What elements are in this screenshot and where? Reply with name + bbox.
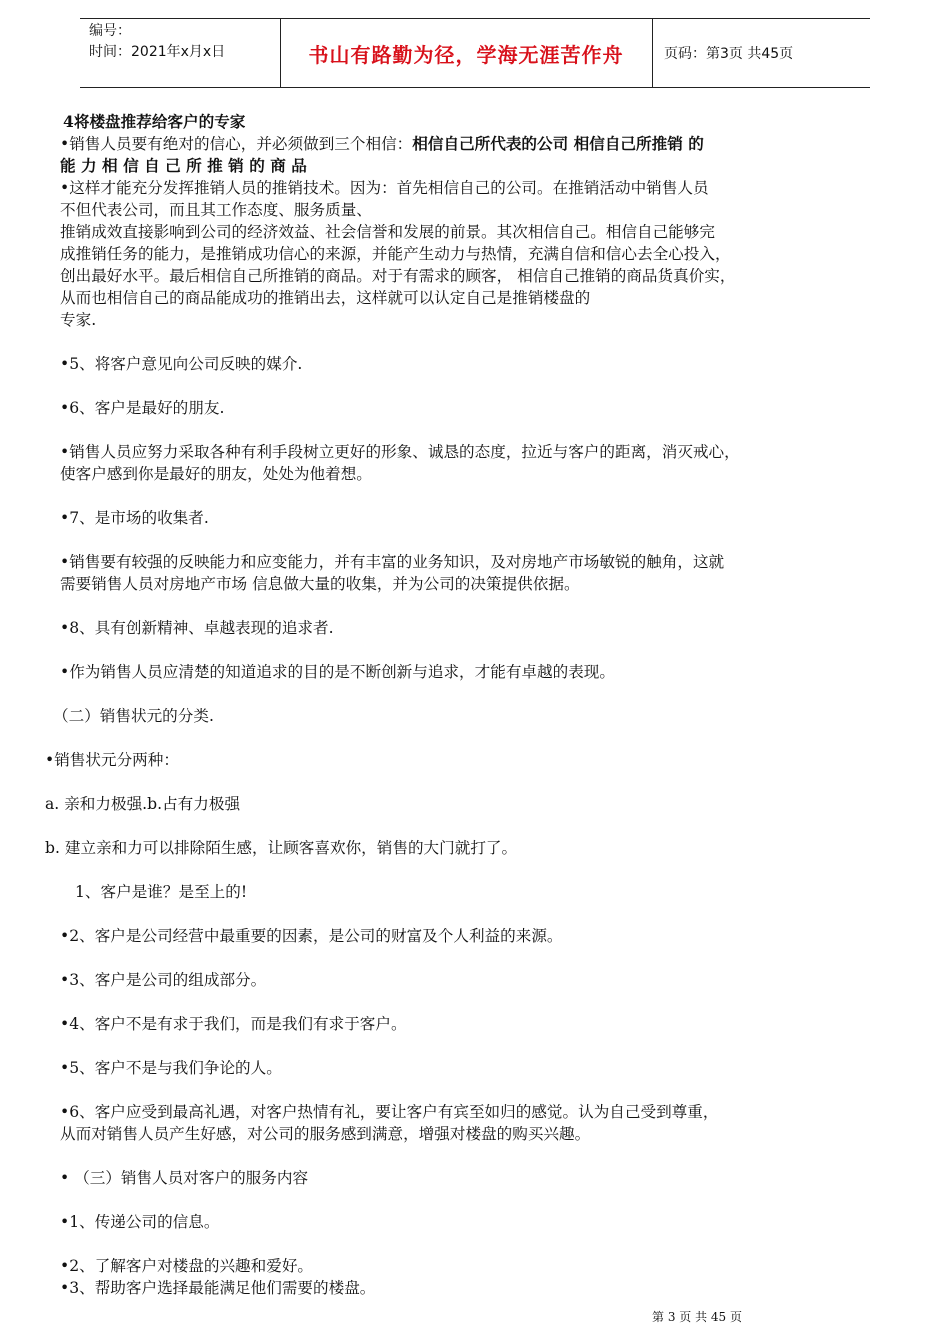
paragraph-line: •作为销售人员应清楚的知道追求的目的是不断创新与追求，才能有卓越的表现。 bbox=[60, 663, 615, 681]
paragraph-line: •销售要有较强的反映能力和应变能力，并有丰富的业务知识，及对房地产市场敏锐的触角，这就 bbox=[60, 553, 725, 571]
doc-number-label: 编号： bbox=[89, 23, 131, 39]
paragraph-line: 从而也相信自己的商品能成功的推销出去，这样就可以认定自己是推销楼盘的 bbox=[60, 289, 591, 307]
list-item: •3、帮助客户选择最能满足他们需要的楼盘。 bbox=[60, 1279, 376, 1297]
list-item: •7、是市场的收集者. bbox=[60, 509, 209, 527]
paragraph-line: 成推销任务的能力，是推销成功信心的来源，并能产生动力与热情，充满自信和信心去全心投入， bbox=[60, 245, 731, 263]
list-item: 1、客户是谁？是至上的! bbox=[75, 883, 248, 901]
list-item: •5、将客户意见向公司反映的媒介. bbox=[60, 355, 303, 373]
paragraph-line: •销售人员应努力采取各种有利手段树立更好的形象、诚恳的态度，拉近与客户的距离，消灭戒心， bbox=[60, 443, 740, 461]
header-meta bbox=[89, 21, 225, 63]
paragraph-line: •这样才能充分发挥推销人员的推销技术。因为：首先相信自己的公司。在推销活动中销售人员 bbox=[60, 179, 709, 197]
list-item: •4、客户不是有求于我们，而是我们有求于客户。 bbox=[60, 1015, 407, 1033]
list-item: a. 亲和力极强.b.占有力极强 bbox=[45, 795, 241, 813]
section-heading: 4将楼盘推荐给客户的专家 bbox=[63, 112, 246, 131]
header-page-label: 页码：第3页 共45页 bbox=[664, 46, 794, 62]
page-footer: 第 3 页 共 45 页 bbox=[652, 1310, 742, 1324]
list-item: •3、客户是公司的组成部分。 bbox=[60, 971, 267, 989]
list-item: •8、具有创新精神、卓越表现的追求者. bbox=[60, 619, 334, 637]
list-item: b. 建立亲和力可以排除陌生感，让顾客喜欢你，销售的大门就打了。 bbox=[45, 839, 518, 857]
list-item: •2、客户是公司经营中最重要的因素，是公司的财富及个人利益的来源。 bbox=[60, 927, 563, 945]
section-heading: • （三）销售人员对客户的服务内容 bbox=[60, 1169, 309, 1187]
list-item: •5、客户不是与我们争论的人。 bbox=[60, 1059, 282, 1077]
emphasis-line: 能 力 相 信 自 己 所 推 销 的 商 品 bbox=[60, 156, 307, 175]
paragraph-line: 不但代表公司，而且其工作态度、服务质量、 bbox=[60, 201, 372, 219]
paragraph-line: 需要销售人员对房地产市场 信息做大量的收集，并为公司的决策提供依据。 bbox=[60, 575, 580, 593]
paragraph-line: 推销成效直接影响到公司的经济效益、社会信誉和发展的前景。其次相信自己。相信自己能够完 bbox=[60, 223, 715, 241]
text-run: •销售人员要有绝对的信心，并必须做到三个相信： bbox=[60, 135, 413, 153]
paragraph-line bbox=[60, 133, 910, 155]
list-item: •6、客户是最好的朋友. bbox=[60, 399, 225, 417]
paragraph-line: 专家. bbox=[60, 311, 97, 329]
page-header bbox=[80, 18, 870, 88]
paragraph-line: •6、客户应受到最高礼遇，对客户热情有礼，要让客户有宾至如归的感觉。认为自己受到尊重， bbox=[60, 1103, 719, 1121]
list-item: •2、了解客户对楼盘的兴趣和爱好。 bbox=[60, 1257, 314, 1275]
section-heading: （二）销售状元的分类. bbox=[53, 707, 214, 725]
doc-time-label: 时间：2021年x月x日 bbox=[89, 44, 226, 60]
list-item: •销售状元分两种： bbox=[45, 751, 179, 769]
paragraph-line: 使客户感到你是最好的朋友，处处为他着想。 bbox=[60, 465, 372, 483]
header-motto: 书山有路勤为径，学海无涯苦作舟 bbox=[308, 42, 624, 67]
list-item: •1、传递公司的信息。 bbox=[60, 1213, 220, 1231]
paragraph-line: 从而对销售人员产生好感，对公司的服务感到满意，增强对楼盘的购买兴趣。 bbox=[60, 1125, 591, 1143]
document-body bbox=[45, 111, 910, 1299]
emphasis-text: 相信自己所代表的公司 相信自己所推销 的 bbox=[412, 134, 704, 153]
header-divider bbox=[652, 19, 653, 87]
paragraph-line: 创出最好水平。最后相信自己所推销的商品。对于有需求的顾客， 相信自己推销的商品货真价实， bbox=[60, 267, 736, 285]
